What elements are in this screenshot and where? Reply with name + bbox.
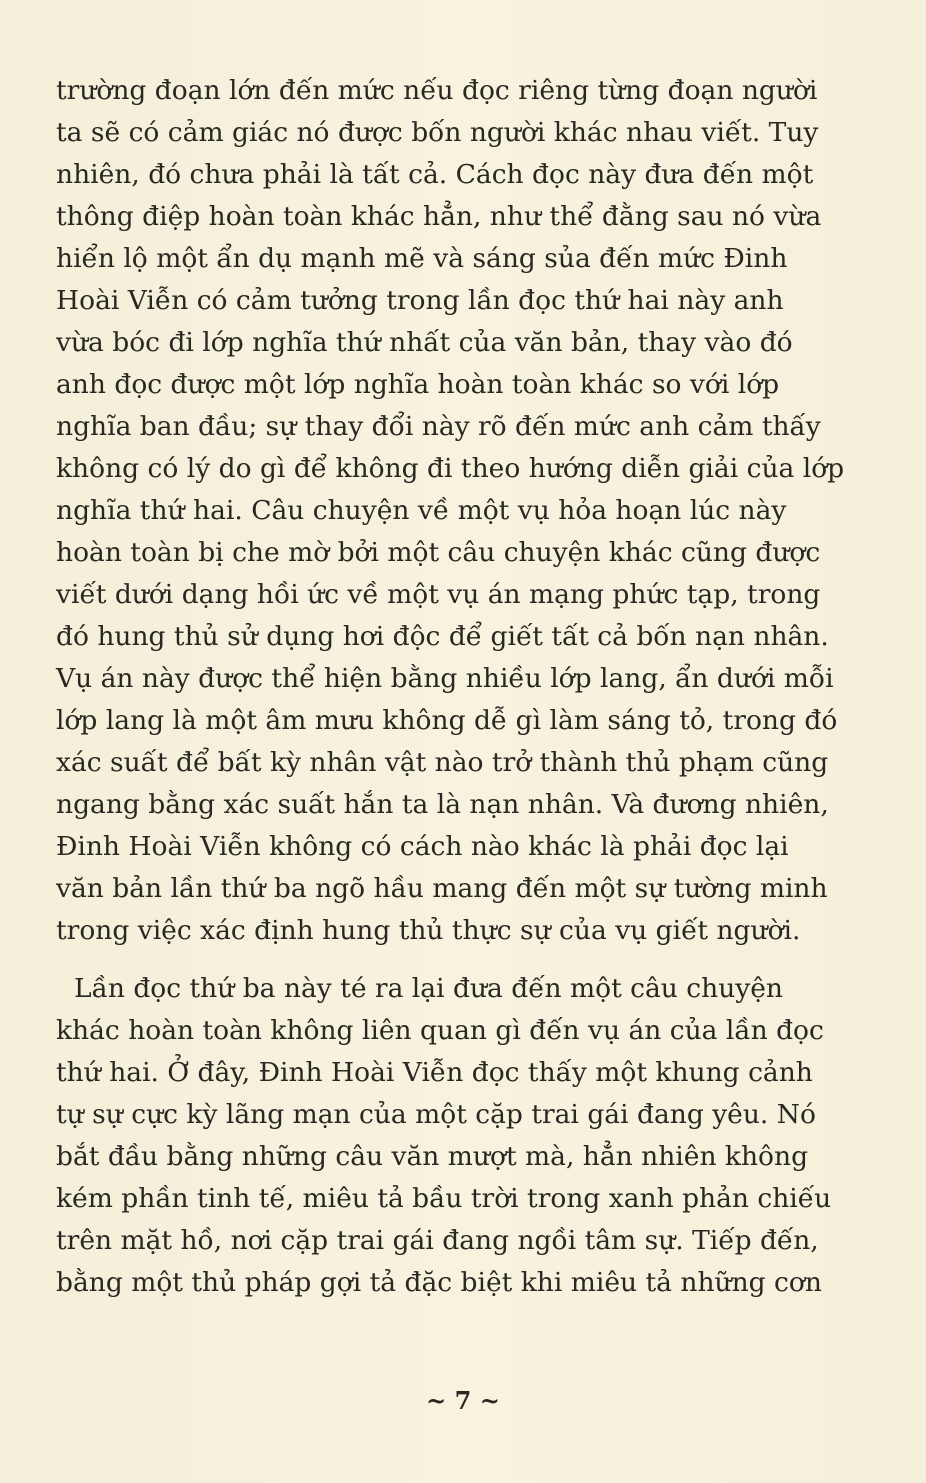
text-line: không có lý do gì để không đi theo hướng diễn giải của lớp: [56, 453, 845, 484]
text-line: trên mặt hồ, nơi cặp trai gái đang ngồi tâm sự. Tiếp đến,: [56, 1225, 819, 1256]
text-line: nhiên, đó chưa phải là tất cả. Cách đọc này đưa đến một: [56, 159, 814, 190]
body-text: [56, 70, 845, 1304]
text-line: bắt đầu bằng những câu văn mượt mà, hẳn nhiên không: [56, 1141, 809, 1172]
paragraph-1: [56, 70, 845, 952]
text-line: tự sự cực kỳ lãng mạn của một cặp trai gái đang yêu. Nó: [56, 1099, 816, 1130]
text-line: bằng một thủ pháp gợi tả đặc biệt khi miêu tả những cơn: [56, 1267, 822, 1298]
text-line: đó hung thủ sử dụng hơi độc để giết tất cả bốn nạn nhân.: [56, 621, 829, 652]
text-line: ngang bằng xác suất hắn ta là nạn nhân. Và đương nhiên,: [56, 789, 829, 820]
paragraph-2: [56, 968, 832, 1304]
text-line: Hoài Viễn có cảm tưởng trong lần đọc thứ hai này anh: [56, 285, 784, 316]
text-line: thông điệp hoàn toàn khác hẳn, như thể đằng sau nó vừa: [56, 201, 822, 232]
text-line: khác hoàn toàn không liên quan gì đến vụ án của lần đọc: [56, 1015, 824, 1046]
text-line: văn bản lần thứ ba ngõ hầu mang đến một sự tường minh: [56, 873, 828, 904]
text-line: kém phần tinh tế, miêu tả bầu trời trong xanh phản chiếu: [56, 1183, 832, 1214]
text-line: anh đọc được một lớp nghĩa hoàn toàn khác so với lớp: [56, 369, 780, 400]
text-line: hoàn toàn bị che mờ bởi một câu chuyện khác cũng được: [56, 537, 821, 568]
text-line: trường đoạn lớn đến mức nếu đọc riêng từng đoạn người: [56, 75, 818, 106]
text-line: viết dưới dạng hồi ức về một vụ án mạng phức tạp, trong: [56, 579, 821, 610]
text-line: hiển lộ một ẩn dụ mạnh mẽ và sáng sủa đến mức Đinh: [56, 243, 788, 274]
text-line: Lần đọc thứ ba này té ra lại đưa đến một câu chuyện: [74, 973, 783, 1004]
text-line: trong việc xác định hung thủ thực sự của vụ giết người.: [56, 915, 801, 946]
paragraph-gap: [56, 952, 816, 968]
text-line: thứ hai. Ở đây, Đinh Hoài Viễn đọc thấy một khung cảnh: [56, 1057, 813, 1088]
text-line: xác suất để bất kỳ nhân vật nào trở thành thủ phạm cũng: [56, 747, 829, 778]
text-line: Vụ án này được thể hiện bằng nhiều lớp lang, ẩn dưới mỗi: [56, 663, 834, 694]
text-line: vừa bóc đi lớp nghĩa thứ nhất của văn bản, thay vào đó: [56, 327, 793, 358]
text-line: nghĩa ban đầu; sự thay đổi này rõ đến mức anh cảm thấy: [56, 411, 821, 442]
text-line: nghĩa thứ hai. Câu chuyện về một vụ hỏa hoạn lúc này: [56, 495, 787, 526]
page-number: ~ 7 ~: [426, 1386, 500, 1415]
text-line: lớp lang là một âm mưu không dễ gì làm sáng tỏ, trong đó: [56, 705, 838, 736]
text-line: ta sẽ có cảm giác nó được bốn người khác nhau viết. Tuy: [56, 117, 819, 148]
text-line: Đinh Hoài Viễn không có cách nào khác là phải đọc lại: [56, 831, 789, 862]
